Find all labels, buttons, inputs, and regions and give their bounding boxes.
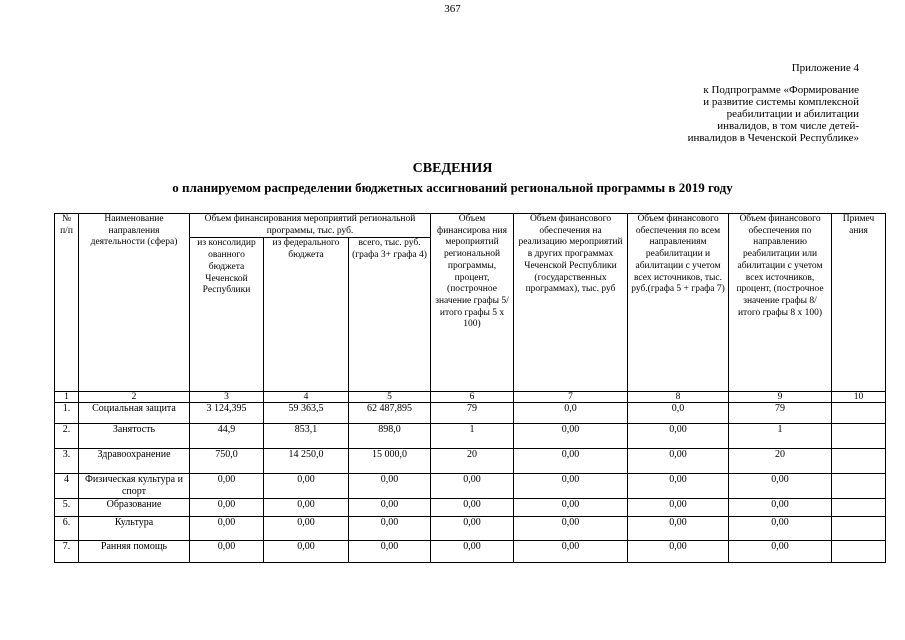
cell-note [832,474,886,498]
cell-other-programs: 0,00 [514,540,628,562]
document-subtitle: о планируемом распределении бюджетных ассигнований региональной программы в 2019 году [172,180,733,195]
cell-all-sources-percent: 20 [729,449,832,474]
cell-all-sources: 0,00 [628,449,729,474]
column-number: 7 [514,392,628,403]
cell-all-sources: 0,00 [628,424,729,449]
cell-all-sources-percent: 1 [729,424,832,449]
cell-federal: 0,00 [264,474,349,498]
row-direction: Социальная защита [79,403,190,424]
header-all-sources: Объем финансового обеспечения по всем направлениям реабилитации и абилитации с учетом всех источников, тыс. руб.(графа 5 + графа 7) [628,214,729,392]
table-row [55,474,886,498]
column-number: 4 [264,392,349,403]
appendix-line: к Подпрограмме «Формирование [703,84,859,96]
cell-federal: 853,1 [264,424,349,449]
cell-note [832,424,886,449]
column-number: 10 [832,392,886,403]
cell-percent: 79 [431,403,514,424]
row-direction: Физическая культура и спорт [79,474,190,498]
page-number: 367 [444,3,461,15]
allocation-table [54,213,886,563]
table-row [55,516,886,540]
cell-other-programs: 0,00 [514,474,628,498]
cell-percent: 0,00 [431,540,514,562]
cell-percent: 0,00 [431,474,514,498]
cell-percent: 0,00 [431,516,514,540]
appendix-note [639,62,859,144]
cell-consolidated: 0,00 [190,540,264,562]
appendix-line: инвалидов в Чеченской Республике» [687,132,859,144]
row-direction: Занятость [79,424,190,449]
cell-federal: 0,00 [264,516,349,540]
cell-federal: 0,00 [264,540,349,562]
table-row [55,424,886,449]
column-number: 8 [628,392,729,403]
cell-total: 898,0 [349,424,431,449]
cell-federal: 59 363,5 [264,403,349,424]
column-number: 1 [55,392,79,403]
cell-consolidated: 44,9 [190,424,264,449]
cell-note [832,403,886,424]
cell-other-programs: 0,00 [514,516,628,540]
cell-all-sources-percent: 79 [729,403,832,424]
cell-percent: 1 [431,424,514,449]
cell-other-programs: 0,00 [514,498,628,516]
header-all-sources-percent: Объем финансового обеспечения по направлению реабилитации или абилитации с учетом всех источников, процент, (построчное значение графы 8/ итого графы 8 x 100) [729,214,832,392]
table-row [55,498,886,516]
table-row [55,403,886,424]
cell-total: 0,00 [349,474,431,498]
cell-consolidated: 0,00 [190,474,264,498]
cell-consolidated: 0,00 [190,516,264,540]
document-title: СВЕДЕНИЯ [412,161,493,176]
header-direction: Наименование направления деятельности (сфера) [79,214,190,392]
cell-federal: 0,00 [264,498,349,516]
row-number: 5. [55,498,79,516]
cell-percent: 20 [431,449,514,474]
row-number: 3. [55,449,79,474]
column-number: 6 [431,392,514,403]
row-number: 6. [55,516,79,540]
cell-note [832,540,886,562]
appendix-line: реабилитации и абилитации [726,108,859,120]
cell-all-sources-percent: 0,00 [729,540,832,562]
column-number: 3 [190,392,264,403]
cell-all-sources: 0,00 [628,516,729,540]
row-direction: Здравоохранение [79,449,190,474]
cell-note [832,498,886,516]
row-direction: Ранняя помощь [79,540,190,562]
cell-consolidated: 3 124,395 [190,403,264,424]
cell-federal: 14 250,0 [264,449,349,474]
cell-total: 0,00 [349,516,431,540]
appendix-line: инвалидов, в том числе детей- [717,120,859,132]
header-total: всего, тыс. руб. (графа 3+ графа 4) [349,238,431,392]
header-no: № п/п [55,214,79,392]
cell-total: 0,00 [349,540,431,562]
column-number-row [55,392,886,403]
column-number: 2 [79,392,190,403]
cell-total: 15 000,0 [349,449,431,474]
cell-all-sources: 0,00 [628,540,729,562]
cell-other-programs: 0,00 [514,424,628,449]
document-heading [0,161,905,196]
cell-percent: 0,00 [431,498,514,516]
row-number: 2. [55,424,79,449]
cell-total: 0,00 [349,498,431,516]
cell-all-sources-percent: 0,00 [729,498,832,516]
column-number: 9 [729,392,832,403]
row-direction: Культура [79,516,190,540]
row-number: 4 [55,474,79,498]
header-federal: из федерального бюджета [264,238,349,392]
cell-all-sources: 0,00 [628,474,729,498]
header-consolidated: из консолидир ованного бюджета Чеченской Республики [190,238,264,392]
cell-note [832,449,886,474]
cell-all-sources-percent: 0,00 [729,516,832,540]
row-number: 1. [55,403,79,424]
column-number: 5 [349,392,431,403]
header-funding-group: Объем финансирования мероприятий региональной программы, тыс. руб. [190,214,431,238]
cell-note [832,516,886,540]
cell-consolidated: 750,0 [190,449,264,474]
cell-all-sources-percent: 0,00 [729,474,832,498]
cell-other-programs: 0,00 [514,449,628,474]
row-direction: Образование [79,498,190,516]
header-percent: Объем финансирова ния мероприятий региональной программы, процент, (построчное значение графы 5/ итого графы 5 x 100) [431,214,514,392]
cell-other-programs: 0,0 [514,403,628,424]
cell-all-sources: 0,0 [628,403,729,424]
appendix-line: и развитие системы комплексной [703,96,859,108]
cell-consolidated: 0,00 [190,498,264,516]
header-note: Примеч ания [832,214,886,392]
table-row [55,540,886,562]
cell-total: 62 487,895 [349,403,431,424]
appendix-title: Приложение 4 [791,62,859,74]
cell-all-sources: 0,00 [628,498,729,516]
table-row [55,449,886,474]
row-number: 7. [55,540,79,562]
header-other-programs: Объем финансового обеспечения на реализацию мероприятий в других программах Чеченской Республики (государственных программах), тыс. руб [514,214,628,392]
